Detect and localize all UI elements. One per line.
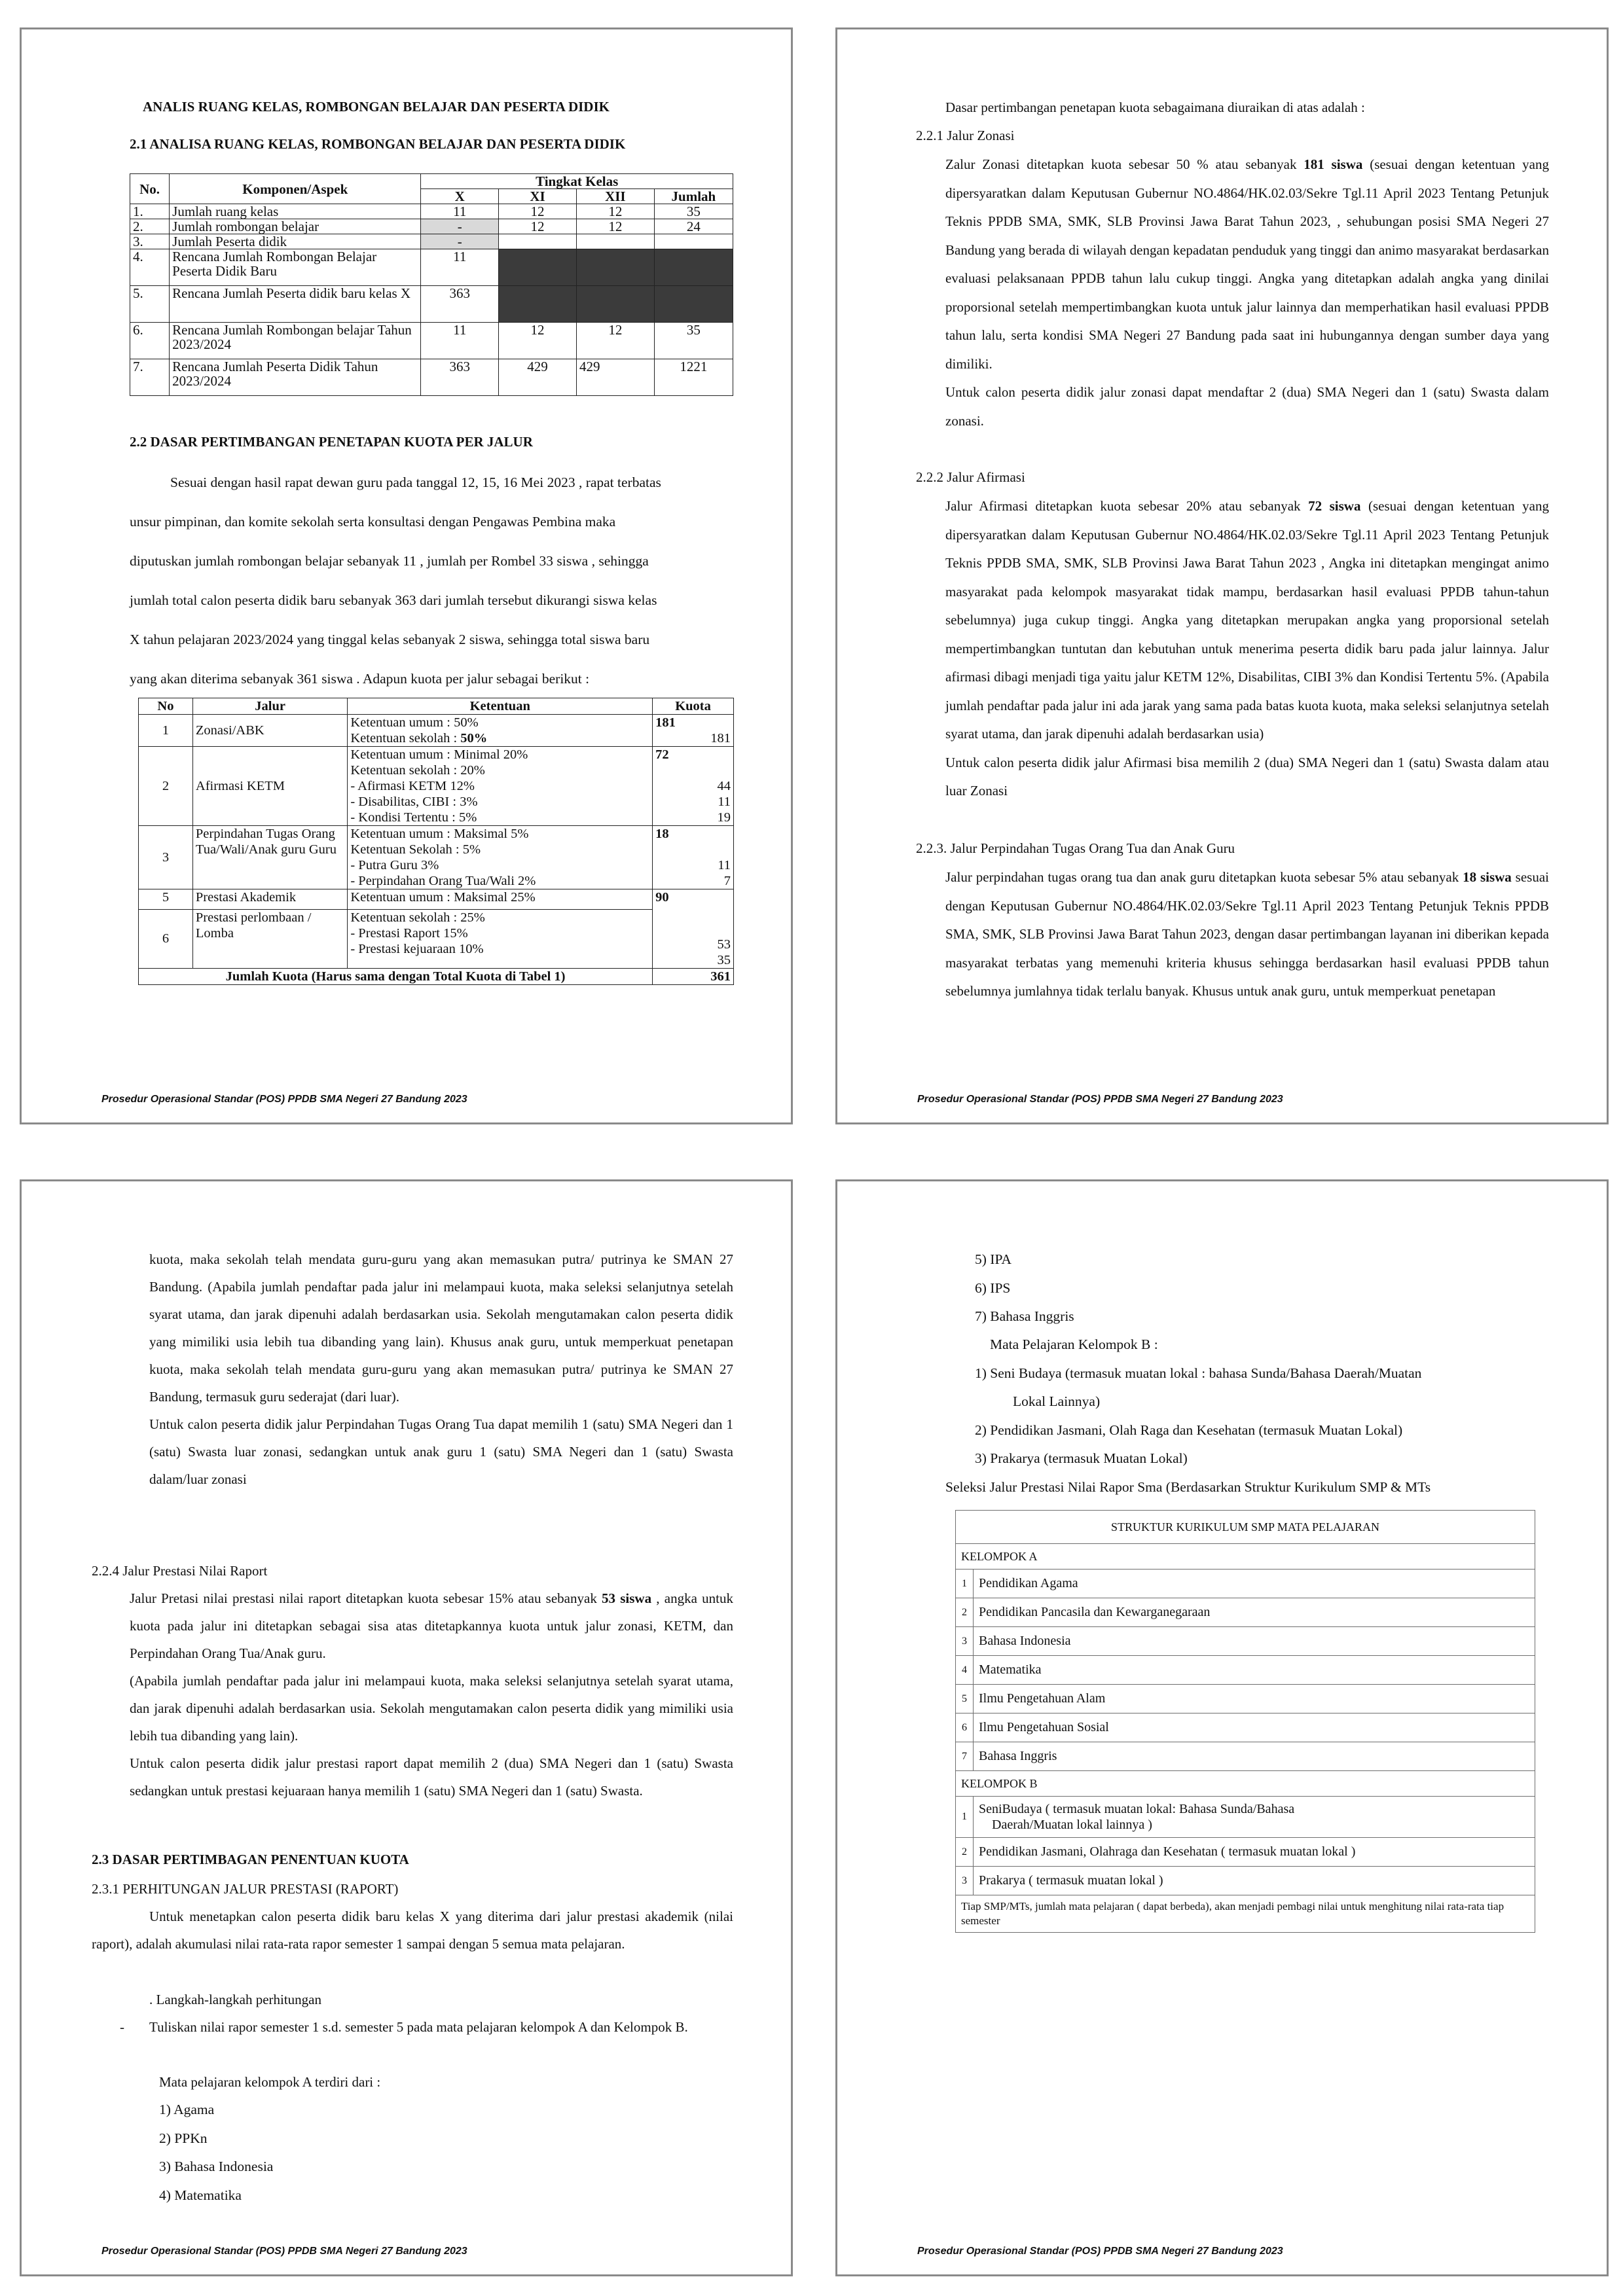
- seleksi-heading: Seleksi Jalur Prestasi Nilai Rapor Sma (Berdasarkan Struktur Kurikulum SMP & MTs: [945, 1479, 1431, 1495]
- table-row: [956, 1685, 1535, 1713]
- text-span: , angka untuk kuota pada jalur ini ditetapkan sebagai sisa atas ditetapkannya kuota untuk jalur zonasi, KETM, dan Perpindahan Orang Tua/Anak guru.: [130, 1590, 733, 1661]
- col-no: No.: [130, 174, 170, 204]
- paragraph-line: diputuskan jumlah rombongan belajar sebanyak 11 , jumlah per Rombel 33 siswa , sehingga: [130, 553, 649, 569]
- paragraph-zonasi-pilihan: Untuk calon peserta didik jalur zonasi dapat mendaftar 2 (dua) SMA Negeri dan 1 (satu) Swasta dalam zonasi.: [945, 384, 1549, 429]
- kelompok-a-list-lanjutan: [975, 1246, 1074, 1331]
- kuota-detail: 181: [710, 731, 731, 745]
- list-item: 6) IPS: [975, 1280, 1011, 1296]
- cell-no: 4.: [130, 249, 170, 286]
- cell-kuota: [653, 715, 734, 747]
- list-item-continued: Lokal Lainnya): [1013, 1393, 1101, 1409]
- row-subject: Pendidikan Agama: [974, 1570, 1535, 1598]
- kuota-detail: 44: [717, 779, 731, 793]
- cell-xii: [576, 234, 654, 249]
- table-row: [130, 323, 733, 359]
- cell-ketentuan: [348, 826, 653, 889]
- paragraph-text: (Apabila jumlah pendaftar pada jalur ini melampaui kuota, maka seleksi selanjutnya setelah syarat utama, dan jarak dipenuhi adalah berdasarkan usia. Sekolah mengutamakan calon peserta didik yang mimiliki usia lebih tua dibanding yang lain).: [130, 1673, 733, 1744]
- cell-xii: 12: [576, 323, 654, 359]
- cell-no: 7.: [130, 359, 170, 396]
- col-tingkat-kelas: Tingkat Kelas: [421, 174, 733, 189]
- cell-no: 3.: [130, 234, 170, 249]
- table-row: [956, 1797, 1535, 1838]
- row-subject: [974, 1797, 1535, 1838]
- section-heading-2-1: 2.1 ANALISA RUANG KELAS, ROMBONGAN BELAJAR DAN PESERTA DIDIK: [130, 136, 626, 152]
- langkah-heading: . Langkah-langkah perhitungan: [149, 1992, 321, 2007]
- group-label: KELOMPOK A: [956, 1544, 1535, 1570]
- group-label: KELOMPOK B: [956, 1771, 1535, 1797]
- subsection-2-2-3: 2.2.3. Jalur Perpindahan Tugas Orang Tua dan Anak Guru: [916, 840, 1235, 856]
- table-row: [130, 359, 733, 396]
- kelompok-a-intro: Mata pelajaran kelompok A terdiri dari :: [159, 2074, 381, 2090]
- row-subject: Pendidikan Jasmani, Olahraga dan Kesehatan ( termasuk muatan lokal ): [974, 1838, 1535, 1867]
- row-number: 2: [956, 1838, 974, 1867]
- cell-shaded: [576, 249, 654, 286]
- cell-xi: 12: [499, 219, 577, 234]
- cell-jumlah: 35: [654, 323, 733, 359]
- ketentuan-bold: 50%: [460, 731, 488, 745]
- paragraph-line: unsur pimpinan, dan komite sekolah serta konsultasi dengan Pengawas Pembina maka: [130, 514, 616, 529]
- table-note: Tiap SMP/MTs, jumlah mata pelajaran ( dapat berbeda), akan menjadi pembagi nilai untuk menghitung nilai rata-rata tiap semester: [956, 1895, 1535, 1933]
- ketentuan-line: - Afirmasi KETM 12%: [350, 779, 475, 793]
- text-bold: 18 siswa: [1463, 869, 1512, 885]
- list-item: 3) Bahasa Indonesia: [159, 2159, 274, 2174]
- kuota-detail: 35: [717, 953, 731, 967]
- page-4: [835, 1179, 1609, 2276]
- cell-no: 1.: [130, 204, 170, 219]
- ketentuan-line: Ketentuan sekolah : 20%: [350, 763, 485, 778]
- row-number: 6: [956, 1713, 974, 1742]
- cell-jumlah: 24: [654, 219, 733, 234]
- paragraph-perpindahan: [945, 863, 1549, 1006]
- cell-komponen: Rencana Jumlah Peserta didik baru kelas X: [170, 286, 421, 323]
- col-x: X: [421, 189, 499, 204]
- ketentuan-line: - Kondisi Tertentu : 5%: [350, 810, 477, 825]
- row-subject: Prakarya ( termasuk muatan lokal ): [974, 1867, 1535, 1895]
- row-number: 1: [956, 1797, 974, 1838]
- paragraph-raport: [130, 1585, 733, 1804]
- cell-x: 11: [421, 323, 499, 359]
- kuota-total: 18: [655, 827, 669, 841]
- table-row: [130, 249, 733, 286]
- kuota-detail: 11: [718, 858, 731, 872]
- cell-komponen: Jumlah Peserta didik: [170, 234, 421, 249]
- cell-jalur: Prestasi Akademik: [192, 889, 347, 910]
- ketentuan-line: Ketentuan Sekolah : 5%: [350, 842, 481, 857]
- cell-no: 6.: [130, 323, 170, 359]
- table-row: [130, 234, 733, 249]
- ketentuan-line: - Prestasi kejuaraan 10%: [350, 941, 484, 956]
- cell-jalur: Perpindahan Tugas Orang Tua/Wali/Anak guru Guru: [192, 826, 347, 889]
- cell-komponen: Rencana Jumlah Peserta Didik Tahun 2023/2024: [170, 359, 421, 396]
- cell-ketentuan: Ketentuan umum : Maksimal 25%: [348, 889, 653, 910]
- table-row: [139, 826, 734, 889]
- kuota-total: 90: [655, 890, 669, 905]
- table-title: STRUKTUR KURIKULUM SMP MATA PELAJARAN: [956, 1511, 1535, 1544]
- cell-x: 363: [421, 286, 499, 323]
- row-number: 4: [956, 1656, 974, 1685]
- table-row: [956, 1838, 1535, 1867]
- col-jalur: Jalur: [192, 698, 347, 715]
- row-number: 3: [956, 1867, 974, 1895]
- subject-line: SeniBudaya ( termasuk muatan lokal: Bahasa Sunda/Bahasa: [979, 1802, 1295, 1816]
- page-footer: Prosedur Operasional Standar (POS) PPDB SMA Negeri 27 Bandung 2023: [917, 1094, 1283, 1105]
- subsection-2-3-1: 2.3.1 PERHITUNGAN JALUR PRESTASI (RAPORT): [92, 1881, 399, 1897]
- section-heading-2-3: 2.3 DASAR PERTIMBAGAN PENENTUAN KUOTA: [92, 1852, 409, 1867]
- cell-no: 5.: [130, 286, 170, 323]
- cell-jalur: Zonasi/ABK: [192, 715, 347, 747]
- cell-kuota: [653, 747, 734, 826]
- list-item: 2) PPKn: [159, 2130, 208, 2146]
- paragraph-2-2: [130, 463, 733, 698]
- kuota-detail: 11: [718, 795, 731, 809]
- table-row: [139, 909, 734, 968]
- ketentuan-line: - Perpindahan Orang Tua/Wali 2%: [350, 874, 536, 888]
- ketentuan-line: - Putra Guru 3%: [350, 858, 439, 872]
- total-label: Jumlah Kuota (Harus sama dengan Total Kuota di Tabel 1): [139, 969, 653, 985]
- cell-komponen: Rencana Jumlah Rombongan belajar Tahun 2023/2024: [170, 323, 421, 359]
- cell-ketentuan: [348, 909, 653, 968]
- section-heading-2-2: 2.2 DASAR PERTIMBANGAN PENETAPAN KUOTA PER JALUR: [130, 434, 533, 450]
- cell-xi: 12: [499, 204, 577, 219]
- cell-no: 6: [139, 909, 193, 968]
- cell-no: 2: [139, 747, 193, 826]
- row-subject: Bahasa Indonesia: [974, 1627, 1535, 1656]
- cell-kuota: [653, 826, 734, 889]
- kelompok-b-section: [975, 1331, 1421, 1473]
- col-jumlah: Jumlah: [654, 189, 733, 204]
- table-row: [956, 1742, 1535, 1771]
- paragraph-zonasi: [945, 151, 1549, 435]
- kelompok-b-intro: Mata Pelajaran Kelompok B :: [990, 1336, 1158, 1352]
- paragraph-perpindahan-lanjutan: [149, 1246, 733, 1493]
- table-row: [956, 1656, 1535, 1685]
- text-span: Zalur Zonasi ditetapkan kuota sebesar 50 % atau sebanyak: [945, 156, 1304, 172]
- list-item: 2) Pendidikan Jasmani, Olah Raga dan Kesehatan (termasuk Muatan Lokal): [975, 1422, 1403, 1438]
- table-row: [130, 204, 733, 219]
- subject-line: Daerah/Muatan lokal lainnya ): [992, 1818, 1152, 1832]
- cell-shaded: [654, 286, 733, 323]
- paragraph-line: yang akan diterima sebanyak 361 siswa . Adapun kuota per jalur sebagai berikut :: [130, 671, 590, 687]
- table-row: [139, 889, 734, 910]
- table-struktur-kurikulum: [955, 1510, 1535, 1933]
- list-item: 7) Bahasa Inggris: [975, 1308, 1074, 1324]
- col-kuota: Kuota: [653, 698, 734, 715]
- cell-x: -: [421, 234, 499, 249]
- table-row-total: [139, 969, 734, 985]
- ketentuan-line: - Disabilitas, CIBI : 3%: [350, 795, 478, 809]
- row-number: 5: [956, 1685, 974, 1713]
- row-number: 1: [956, 1570, 974, 1598]
- row-subject: Bahasa Inggris: [974, 1742, 1535, 1771]
- page-footer: Prosedur Operasional Standar (POS) PPDB SMA Negeri 27 Bandung 2023: [101, 1094, 467, 1105]
- cell-jumlah: [654, 234, 733, 249]
- text-bold: 53 siswa: [602, 1590, 652, 1606]
- cell-xi: [499, 234, 577, 249]
- col-xii: XII: [576, 189, 654, 204]
- col-ketentuan: Ketentuan: [348, 698, 653, 715]
- paragraph-afirmasi-pilihan: Untuk calon peserta didik jalur Afirmasi bisa memilih 2 (dua) SMA Negeri dan 1 (satu) Swasta dalam atau luar Zonasi: [945, 754, 1549, 798]
- paragraph-text: Untuk calon peserta didik jalur Perpindahan Tugas Orang Tua dapat memilih 1 (satu) SMA Negeri dan 1 (satu) Swasta luar zonasi, sedangkan untuk anak guru 1 (satu) SMA Negeri dan 1 (satu) Swasta dalam/luar zonasi: [149, 1416, 733, 1487]
- cell-komponen: Rencana Jumlah Rombongan Belajar Peserta Didik Baru: [170, 249, 421, 286]
- cell-no: 3: [139, 826, 193, 889]
- ketentuan-line: - Prestasi Raport 15%: [350, 925, 468, 941]
- cell-jalur: Afirmasi KETM: [192, 747, 347, 826]
- paragraph-afirmasi: [945, 492, 1549, 806]
- page-title: ANALIS RUANG KELAS, ROMBONGAN BELAJAR DAN PESERTA DIDIK: [143, 99, 610, 115]
- table-row: [956, 1867, 1535, 1895]
- cell-xii: 12: [576, 219, 654, 234]
- kuota-detail: 19: [717, 810, 731, 825]
- row-subject: Ilmu Pengetahuan Alam: [974, 1685, 1535, 1713]
- ketentuan-line: [350, 730, 649, 746]
- col-no: No: [139, 698, 193, 715]
- text-span: Jalur Pretasi nilai prestasi nilai raport ditetapkan kuota sebesar 15% atau sebanyak: [130, 1590, 602, 1606]
- kuota-detail: 53: [717, 937, 731, 952]
- cell-shaded: [499, 286, 577, 323]
- table-row: [139, 747, 734, 826]
- page-3: [20, 1179, 793, 2276]
- paragraph-line: jumlah total calon peserta didik baru sebanyak 363 dari jumlah tersebut dikurangi siswa kelas: [130, 592, 657, 608]
- text-span: Jalur Afirmasi ditetapkan kuota sebesar 20% atau sebanyak: [945, 498, 1309, 514]
- cell-ketentuan: [348, 747, 653, 826]
- ketentuan-line: Ketentuan umum : Minimal 20%: [350, 747, 528, 762]
- kuota-total: 72: [655, 747, 669, 762]
- total-value: 361: [653, 969, 734, 985]
- page-2: [835, 27, 1609, 1124]
- cell-xi: 429: [499, 359, 577, 396]
- cell-komponen: Jumlah rombongan belajar: [170, 219, 421, 234]
- table-row: [956, 1598, 1535, 1627]
- paragraph-line: Sesuai dengan hasil rapat dewan guru pada tanggal 12, 15, 16 Mei 2023 , rapat terbatas: [170, 475, 661, 490]
- cell-komponen: Jumlah ruang kelas: [170, 204, 421, 219]
- paragraph-perhitungan: Untuk menetapkan calon peserta didik baru kelas X yang diterima dari jalur prestasi akademik (nilai raport), adalah akumulasi nilai rata-rata rapor semester 1 sampai dengan 5 semua mata pelajaran.: [92, 1909, 733, 1952]
- row-subject: Pendidikan Pancasila dan Kewarganegaraan: [974, 1598, 1535, 1627]
- page-1: [20, 27, 793, 1124]
- row-number: 7: [956, 1742, 974, 1771]
- kuota-total: 181: [655, 715, 676, 730]
- table-row: [139, 715, 734, 747]
- text-span: (sesuai dengan ketentuan yang dipersyaratkan dalam Keputusan Gubernur NO.4864/HK.02.03/Sekre Tgl.11 April 2023 Tentang Petunjuk Teknis PPDB SMA, SMK, SLB Provinsi Jawa Barat Tahun 2023, , sehubungan posisi SMA Negeri 27 Bandung yang berada di wilayah dengan kepadatan penduduk yang tinggi dan animo masyarakat berdasarkan evaluasi pelaksanaan PPDB tahun lalu cukup tinggi. Angka yang ditetapkan adalah angka yang dinilai proporsional setelah mempertimbangkan kuota untuk jalur lainnya dan memperhatikan hasil evaluasi PPDB tahun lalu, serta kondisi SMA Negeri 27 Bandung pada saat ini hubungannya dengan sumber daya yang dimiliki.: [945, 156, 1549, 372]
- paragraph-line: X tahun pelajaran 2023/2024 yang tinggal kelas sebanyak 2 siswa, sehingga total siswa baru: [130, 632, 650, 647]
- row-number: 3: [956, 1627, 974, 1656]
- cell-jumlah: 1221: [654, 359, 733, 396]
- cell-shaded: [654, 249, 733, 286]
- cell-no: 5: [139, 889, 193, 910]
- langkah-step-1: Tuliskan nilai rapor semester 1 s.d. semester 5 pada mata pelajaran kelompok A dan Kelompok B.: [149, 2019, 688, 2035]
- cell-x: -: [421, 219, 499, 234]
- page-footer: Prosedur Operasional Standar (POS) PPDB SMA Negeri 27 Bandung 2023: [917, 2246, 1283, 2257]
- row-subject: Ilmu Pengetahuan Sosial: [974, 1713, 1535, 1742]
- kuota-detail: 7: [723, 874, 731, 888]
- cell-no: 1: [139, 715, 193, 747]
- col-xi: XI: [499, 189, 577, 204]
- kelompok-a-list: [159, 2096, 273, 2210]
- cell-xii: 429: [576, 359, 654, 396]
- table-ruang-kelas: [130, 173, 733, 396]
- cell-no: 2.: [130, 219, 170, 234]
- text-bold: 181 siswa: [1304, 156, 1363, 172]
- cell-shaded: [499, 249, 577, 286]
- table-row: [130, 286, 733, 323]
- list-item: 5) IPA: [975, 1251, 1012, 1267]
- text-span: sesuai dengan Keputusan Gubernur NO.4864/HK.02.03/Sekre Tgl.11 April 2023 Tentang Petunjuk Teknis PPDB SMA, SMK, SLB Provinsi Jawa Barat Tahun 2023, dengan dasar pertimbangan layanan ini diberikan kepada masyarakat terbatas yang memenuhi kriteria khusus sehingga berdasarkan hasil evaluasi PPDB tahun sebelumnya jumlahnya tidak terlalu banyak. Khusus untuk anak guru, untuk memperkuat penetapan: [945, 869, 1549, 999]
- text-span: (sesuai dengan ketentuan yang dipersyaratkan dalam Keputusan Gubernur NO.4864/HK.02.03/Sekre Tgl.11 April 2023 Tentang Petunjuk Teknis PPDB SMA, SMK, SLB Provinsi Jawa Barat Tahun 2023 , Angka ini ditetapkan mengingat animo masyarakat pada kelompok masyarakat tidak mampu, berdasarkan hasil evaluasi PPDB tahun-tahun sebelumnya) juga cukup tinggi. Angka yang ditetapkan merupakan angka yang proporsional setelah mempertimbangkan tuntutan dan kebutuhan untuk menerima peserta didik baru pada jalur lainnya. Jalur afirmasi dibagi menjadi tiga yaitu jalur KETM 12%, Disabilitas, CIBI 3% dan Kondisi Tertentu 5%. (Apabila jumlah pendaftar pada jalur ini ada jarak yang sama pada batas kuota kuota, maka seleksi selanjutnya setelah syarat utama, dan jarak dipenuhi adalah berdasarkan usia): [945, 498, 1549, 742]
- list-item: 3) Prakarya (termasuk Muatan Lokal): [975, 1450, 1188, 1466]
- bullet-dash: -: [120, 2019, 124, 2035]
- list-item: 4) Matematika: [159, 2187, 242, 2203]
- table-kuota-jalur: [138, 698, 734, 985]
- cell-xii: 12: [576, 204, 654, 219]
- subsection-2-2-1: 2.2.1 Jalur Zonasi: [916, 128, 1015, 143]
- row-number: 2: [956, 1598, 974, 1627]
- ketentuan-line: Ketentuan umum : 50%: [350, 715, 479, 730]
- cell-x: 363: [421, 359, 499, 396]
- cell-ketentuan: [348, 715, 653, 747]
- table-row: [130, 219, 733, 234]
- cell-shaded: [576, 286, 654, 323]
- page-footer: Prosedur Operasional Standar (POS) PPDB SMA Negeri 27 Bandung 2023: [101, 2246, 467, 2257]
- cell-kuota: [653, 889, 734, 969]
- ketentuan-text: Ketentuan sekolah :: [350, 731, 461, 745]
- ketentuan-line: Ketentuan umum : Maksimal 5%: [350, 827, 529, 841]
- list-item: 1) Seni Budaya (termasuk muatan lokal : bahasa Sunda/Bahasa Daerah/Muatan: [975, 1365, 1422, 1381]
- row-subject: Matematika: [974, 1656, 1535, 1685]
- subsection-2-2-4: 2.2.4 Jalur Prestasi Nilai Raport: [92, 1563, 268, 1579]
- subsection-2-2-2: 2.2.2 Jalur Afirmasi: [916, 469, 1025, 485]
- table-row: [956, 1713, 1535, 1742]
- list-item: 1) Agama: [159, 2102, 215, 2117]
- text-bold: 72 siswa: [1308, 498, 1361, 514]
- col-komponen: Komponen/Aspek: [170, 174, 421, 204]
- cell-jalur: Prestasi perlombaan / Lomba: [192, 909, 347, 968]
- paragraph-text: kuota, maka sekolah telah mendata guru-guru yang akan memasukan putra/ putrinya ke SMAN 27 Bandung. (Apabila jumlah pendaftar pada jalur ini melampaui kuota, maka seleksi selanjutnya setelah syarat utama, dan jarak dipenuhi adalah berdasarkan usia. Sekolah mengutamakan calon peserta didik yang mimiliki usia lebih tua dibanding yang lain). Khusus anak guru, untuk memperkuat penetapan kuota, maka sekolah telah mendata guru-guru yang akan memasukan putra/ putrinya ke SMAN 27 Bandung, termasuk guru sederajat (dari luar).: [149, 1251, 733, 1405]
- cell-x: 11: [421, 249, 499, 286]
- cell-jumlah: 35: [654, 204, 733, 219]
- text-span: Jalur perpindahan tugas orang tua dan anak guru ditetapkan kuota sebesar 5% atau sebanyak: [945, 869, 1463, 885]
- ketentuan-line: Ketentuan sekolah : 25%: [350, 910, 485, 925]
- table-row: [956, 1627, 1535, 1656]
- cell-x: 11: [421, 204, 499, 219]
- paragraph-intro: Dasar pertimbangan penetapan kuota sebagaimana diuraikan di atas adalah :: [945, 99, 1365, 115]
- table-row: [956, 1570, 1535, 1598]
- cell-xi: 12: [499, 323, 577, 359]
- paragraph-text: Untuk calon peserta didik jalur prestasi raport dapat memilih 2 (dua) SMA Negeri dan 1 (satu) Swasta sedangkan untuk prestasi kejuaraan hanya memilih 1 (satu) SMA Negeri dan 1 (satu) Swasta.: [130, 1755, 733, 1799]
